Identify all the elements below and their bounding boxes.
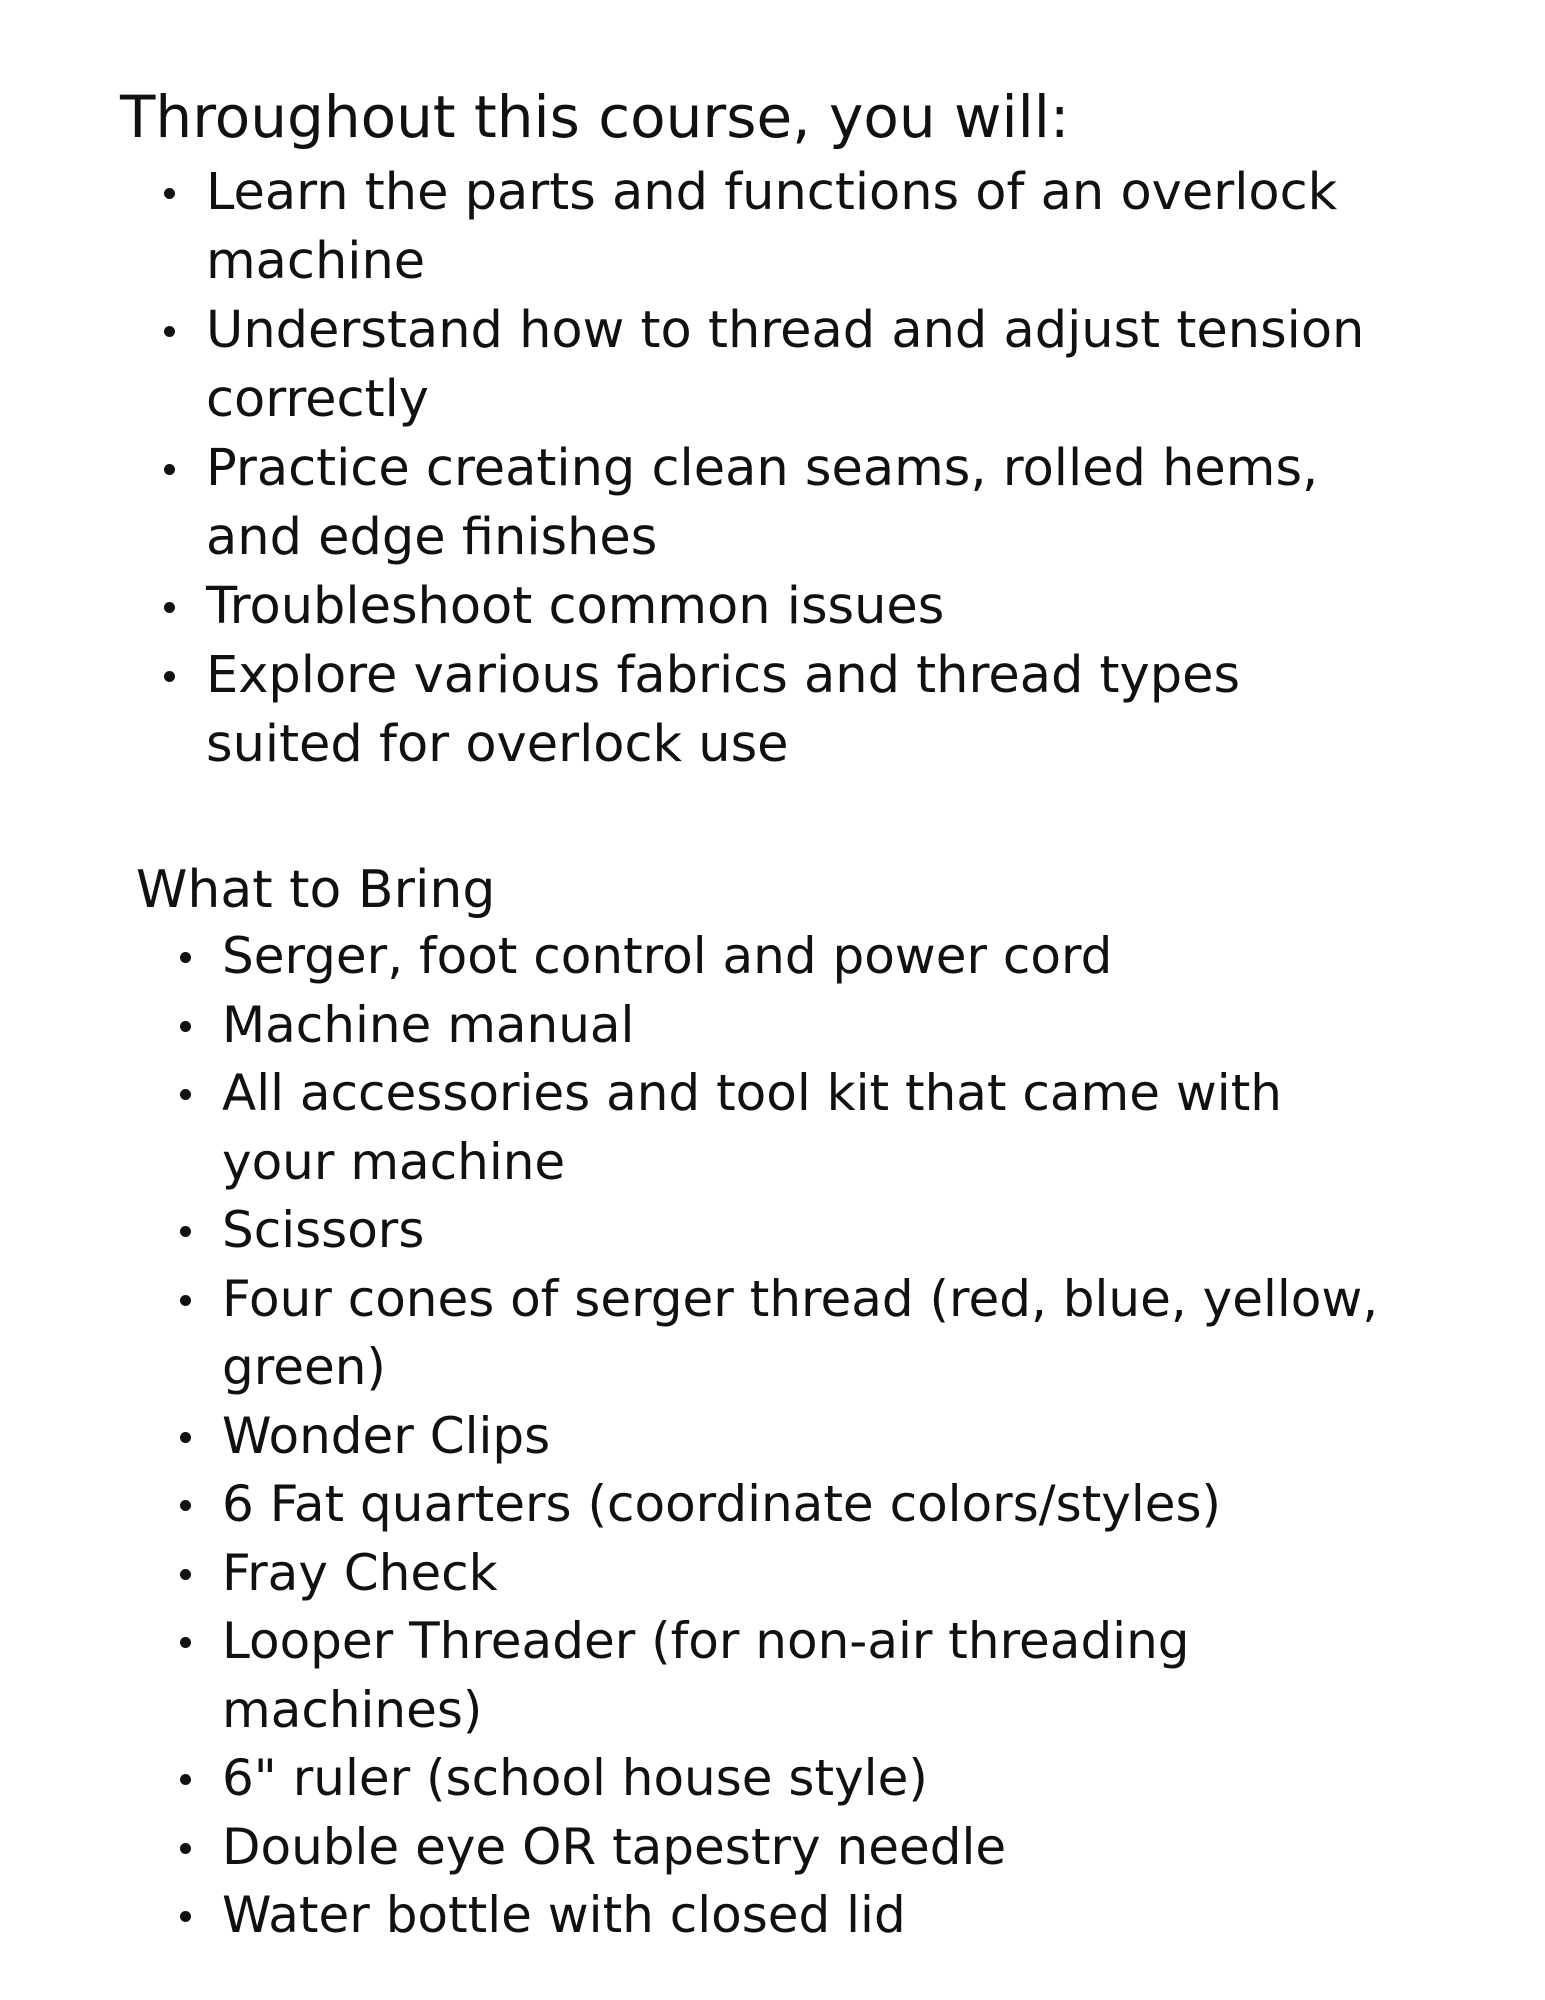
bullet-icon: [180, 1226, 191, 1237]
list-item-text: Fray Check: [222, 1543, 498, 1602]
list-item: [160, 158, 1400, 296]
bullet-icon: [180, 1295, 191, 1306]
bullet-icon: [164, 326, 175, 337]
course-objectives-list: [160, 158, 1400, 779]
list-item-text: Practice creating clean seams, rolled hems, and edge finishes: [206, 439, 1319, 567]
bullet-icon: [180, 952, 191, 963]
bullet-icon: [164, 602, 175, 613]
list-item-text: Wonder Clips: [222, 1406, 551, 1465]
course-objectives-heading: Throughout this course, you will:: [120, 83, 1070, 151]
list-item-text: Scissors: [222, 1201, 425, 1259]
list-item-text: Learn the parts and functions of an overlock machine: [206, 163, 1338, 291]
list-item-text: Looper Threader (for non-air threading machines): [222, 1612, 1190, 1739]
what-to-bring-heading: What to Bring: [136, 860, 496, 920]
bullet-icon: [180, 1089, 191, 1100]
bullet-icon: [180, 1021, 191, 1032]
list-item-text: Troubleshoot common issues: [206, 577, 945, 636]
bullet-icon: [180, 1637, 191, 1648]
bullet-icon: [180, 1774, 191, 1785]
list-item-text: Explore various fabrics and thread types suited for overlock use: [206, 646, 1241, 774]
list-item-text: 6" ruler (school house style): [222, 1749, 928, 1807]
list-item: [160, 572, 1400, 641]
list-item: [176, 1196, 1406, 1265]
list-item: [176, 991, 1406, 1060]
bullet-icon: [164, 671, 175, 682]
list-item-text: Serger, foot control and power cord: [222, 927, 1113, 985]
list-item-text: Machine manual: [222, 995, 635, 1054]
list-item: [176, 1881, 1406, 1950]
list-item-text: Double eye OR tapestry needle: [222, 1817, 1007, 1876]
bullet-icon: [164, 464, 175, 475]
bullet-icon: [180, 1432, 191, 1443]
list-item: [176, 1402, 1406, 1471]
list-item: [160, 434, 1400, 572]
list-item: [176, 1265, 1406, 1402]
list-item: [176, 1470, 1406, 1539]
list-item: [160, 641, 1400, 779]
list-item-text: Water bottle with closed lid: [222, 1886, 906, 1944]
list-item-text: All accessories and tool kit that came with your machine: [222, 1064, 1282, 1191]
list-item-text: Four cones of serger thread (red, blue, yellow, green): [222, 1269, 1379, 1396]
list-item: [176, 1607, 1406, 1744]
bullet-icon: [180, 1843, 191, 1854]
bullet-icon: [180, 1500, 191, 1511]
list-item-text: 6 Fat quarters (coordinate colors/styles): [222, 1475, 1222, 1533]
list-item-text: Understand how to thread and adjust tension correctly: [206, 301, 1365, 429]
list-item: [176, 1539, 1406, 1608]
list-item: [176, 1813, 1406, 1882]
bullet-icon: [180, 1569, 191, 1580]
what-to-bring-list: [176, 922, 1406, 1950]
bullet-icon: [180, 1911, 191, 1922]
list-item: [176, 922, 1406, 991]
list-item: [176, 1744, 1406, 1813]
list-item: [160, 296, 1400, 434]
bullet-icon: [164, 188, 175, 199]
list-item: [176, 1059, 1406, 1196]
